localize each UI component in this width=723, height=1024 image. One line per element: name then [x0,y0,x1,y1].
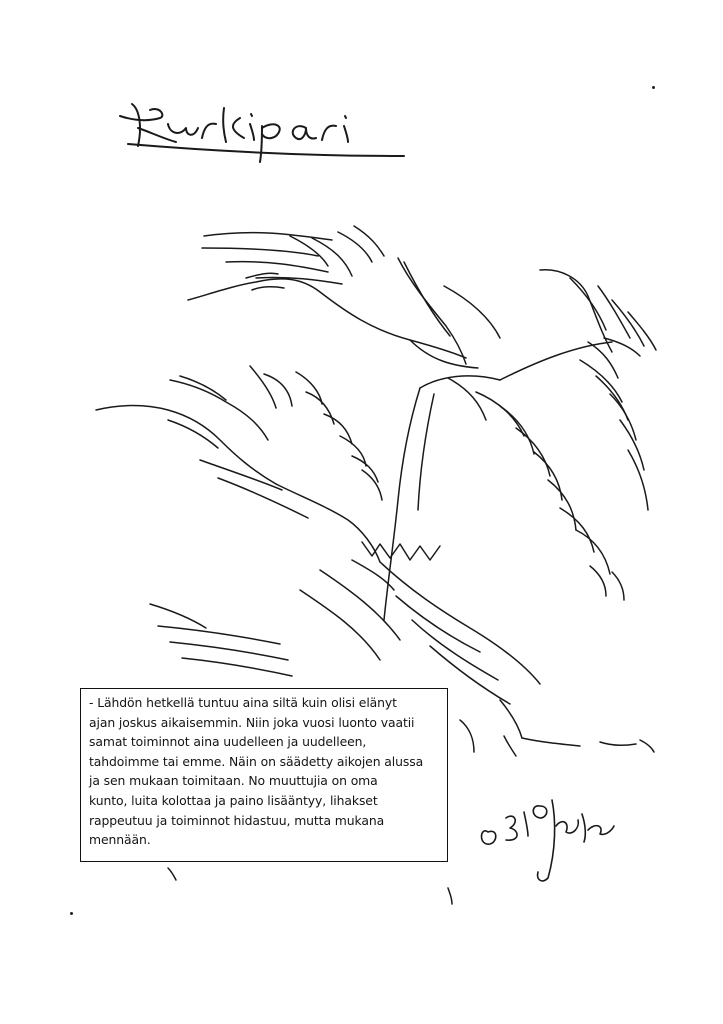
signature [482,800,615,881]
caption-line: ajan joskus aikaisemmin. Niin joka vuosi luonto vaatii [89,714,415,730]
handwritten-title [120,104,404,162]
caption-line: - Lähdön hetkellä tuntuu aina siltä kuin olisi elänyt [89,695,397,710]
caption-line: tahdoimme tai emme. Näin on säädetty aikojen alussa [89,753,424,769]
caption-line: samat toiminnot aina uudelleen ja uudelleen, [89,734,367,750]
caption-line: ja sen mukaan toimitaan. No muuttujia on oma [89,773,378,789]
caption-line: mennään. [89,832,151,848]
caption-line: rappeutuu ja toiminnot hidastuu, mutta mukana [89,812,385,828]
upper-crane [188,226,656,378]
caption-line: kunto, luita kolottaa ja paino lisääntyy, lihakset [89,792,378,808]
caption-box [80,688,448,862]
